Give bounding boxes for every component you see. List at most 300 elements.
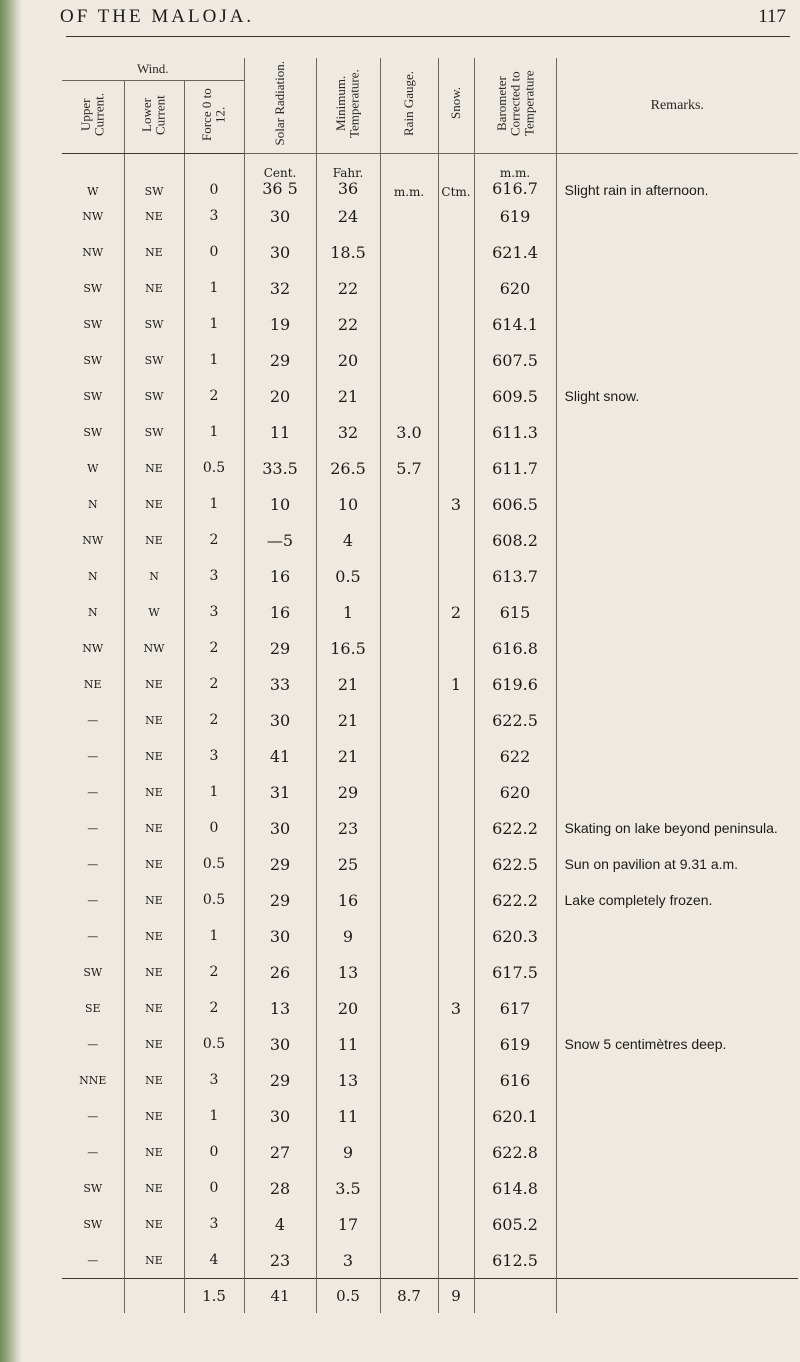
table-row (62, 154, 798, 199)
cell-barometer: 606.5 (474, 486, 556, 522)
unit-label: Fahr. (332, 166, 364, 180)
wind-group-header: Wind. (62, 58, 244, 81)
cell-remarks (556, 594, 798, 630)
cell-snow (438, 306, 474, 342)
cell-min-temperature: 23 (316, 810, 380, 846)
cell-solar-radiation: 26 (244, 954, 316, 990)
table-row (62, 198, 798, 234)
cell-rain-gauge (380, 522, 438, 558)
cell-snow (438, 154, 474, 199)
cell-solar-radiation (244, 154, 316, 199)
cell-remarks (556, 558, 798, 594)
cell-snow (438, 774, 474, 810)
cell-force: 1 (184, 774, 244, 810)
cell-force: 0 (184, 1134, 244, 1170)
cell-rain-gauge (380, 234, 438, 270)
cell-remarks (556, 198, 798, 234)
cell-solar-radiation: 32 (244, 270, 316, 306)
cell-snow (438, 378, 474, 414)
cell-barometer: 614.1 (474, 306, 556, 342)
table-row (62, 486, 798, 522)
cell-force: 2 (184, 702, 244, 738)
cell-min-temperature: 3.5 (316, 1170, 380, 1206)
cell-upper-current: NNE (79, 1073, 107, 1087)
cell-upper-current: SW (83, 425, 103, 439)
cell-upper-current: W (87, 185, 99, 198)
cell-barometer: 605.2 (474, 1206, 556, 1242)
table-row (62, 1206, 798, 1242)
cell-rain-gauge: 5.7 (380, 450, 438, 486)
cell-upper-current: — (87, 1109, 99, 1123)
cell-upper-current: SW (83, 1181, 103, 1195)
running-head: OF THE MALOJA. (60, 6, 255, 27)
cell-upper-current: NW (82, 245, 104, 259)
cell-barometer: 622.2 (474, 810, 556, 846)
cell-min-temperature: 32 (316, 414, 380, 450)
cell-solar-radiation: 16 (244, 594, 316, 630)
cell-min-temperature: 26.5 (316, 450, 380, 486)
cell-rain-gauge (380, 270, 438, 306)
cell-solar-radiation: 30 (244, 1098, 316, 1134)
cell-rain-gauge (380, 342, 438, 378)
cell-upper-current: SE (84, 1001, 101, 1015)
cell-remarks (556, 234, 798, 270)
cell-value: 616.7 (492, 179, 538, 198)
cell-lower-current: W (124, 594, 184, 630)
total-cell-min-temperature: 0.5 (316, 1279, 380, 1314)
cell-min-temperature: 18.5 (316, 234, 380, 270)
cell-solar-radiation: 10 (244, 486, 316, 522)
cell-snow: 2 (438, 594, 474, 630)
cell-snow (438, 810, 474, 846)
cell-rain-gauge (380, 306, 438, 342)
cell-lower-current: NE (124, 522, 184, 558)
cell-barometer: 608.2 (474, 522, 556, 558)
cell-solar-radiation: 29 (244, 1062, 316, 1098)
cell-rain-gauge: 3.0 (380, 414, 438, 450)
cell-min-temperature: 21 (316, 702, 380, 738)
table-row (62, 270, 798, 306)
cell-remarks (556, 918, 798, 954)
cell-snow (438, 198, 474, 234)
cell-min-temperature: 29 (316, 774, 380, 810)
cell-barometer: 615 (474, 594, 556, 630)
cell-min-temperature (316, 154, 380, 199)
cell-lower-current: NE (124, 738, 184, 774)
cell-force: 1 (184, 342, 244, 378)
cell-force: 1 (184, 918, 244, 954)
cell-rain-gauge (380, 558, 438, 594)
cell-solar-radiation: 27 (244, 1134, 316, 1170)
table-row (62, 882, 798, 918)
cell-rain-gauge (380, 882, 438, 918)
cell-min-temperature: 13 (316, 1062, 380, 1098)
cell-rain-gauge (380, 1098, 438, 1134)
cell-barometer: 607.5 (474, 342, 556, 378)
col-header-solar: Solar Radiation. (244, 58, 316, 154)
total-cell-remarks (556, 1279, 798, 1314)
cell-barometer (474, 154, 556, 199)
cell-barometer: 616 (474, 1062, 556, 1098)
page-header (60, 4, 790, 34)
cell-min-temperature: 22 (316, 306, 380, 342)
cell-upper-current: NW (82, 641, 104, 655)
table-row (62, 1026, 798, 1062)
cell-lower-current: NE (124, 1134, 184, 1170)
cell-barometer: 622.5 (474, 702, 556, 738)
col-header-upper: Upper Current. (62, 81, 124, 154)
cell-snow: 3 (438, 486, 474, 522)
cell-upper-current: — (87, 785, 99, 799)
total-cell-force: 1.5 (184, 1279, 244, 1314)
cell-lower-current: NE (124, 1242, 184, 1279)
cell-solar-radiation: 33 (244, 666, 316, 702)
cell-min-temperature: 24 (316, 198, 380, 234)
cell-rain-gauge (380, 486, 438, 522)
cell-remarks (556, 1134, 798, 1170)
cell-rain-gauge (380, 1134, 438, 1170)
cell-value: 36 (337, 179, 359, 198)
cell-value: 36 5 (262, 179, 298, 198)
cell-min-temperature: 25 (316, 846, 380, 882)
table-row (62, 1062, 798, 1098)
cell-remarks (556, 1170, 798, 1206)
cell-rain-gauge (380, 378, 438, 414)
col-header-force: Force 0 to 12. (184, 81, 244, 154)
cell-solar-radiation: 30 (244, 1026, 316, 1062)
unit-label: Ctm. (441, 185, 471, 199)
cell-force: 0.5 (184, 450, 244, 486)
cell-snow (438, 1206, 474, 1242)
cell-lower-current: NE (124, 666, 184, 702)
table-row (62, 990, 798, 1026)
cell-lower-current: NE (124, 1206, 184, 1242)
cell-snow (438, 234, 474, 270)
table-row (62, 666, 798, 702)
cell-min-temperature: 21 (316, 738, 380, 774)
cell-min-temperature: 22 (316, 270, 380, 306)
total-cell-rain-gauge: 8.7 (380, 1279, 438, 1314)
cell-solar-radiation: 19 (244, 306, 316, 342)
cell-force: 0.5 (184, 846, 244, 882)
cell-force: 2 (184, 954, 244, 990)
cell-min-temperature: 20 (316, 342, 380, 378)
cell-barometer: 617 (474, 990, 556, 1026)
cell-lower-current: NE (124, 990, 184, 1026)
binding-edge (0, 0, 22, 1362)
cell-min-temperature: 21 (316, 666, 380, 702)
table-row (62, 918, 798, 954)
cell-lower-current: NE (124, 1170, 184, 1206)
cell-solar-radiation: 11 (244, 414, 316, 450)
cell-barometer: 622 (474, 738, 556, 774)
table-header (62, 58, 798, 154)
cell-snow (438, 270, 474, 306)
cell-rain-gauge (380, 1206, 438, 1242)
table-row (62, 774, 798, 810)
cell-force: 3 (184, 198, 244, 234)
cell-solar-radiation: 30 (244, 810, 316, 846)
table-row (62, 846, 798, 882)
cell-barometer: 612.5 (474, 1242, 556, 1279)
cell-solar-radiation: 29 (244, 846, 316, 882)
cell-solar-radiation: 29 (244, 630, 316, 666)
cell-lower-current: NE (124, 1062, 184, 1098)
cell-barometer: 620.1 (474, 1098, 556, 1134)
cell-solar-radiation: 29 (244, 342, 316, 378)
cell-snow (438, 702, 474, 738)
cell-min-temperature: 17 (316, 1206, 380, 1242)
cell-lower-current: NE (124, 954, 184, 990)
total-cell-snow: 9 (438, 1279, 474, 1314)
unit-label: m.m. (499, 166, 531, 180)
cell-upper-current: — (87, 821, 99, 835)
cell-remarks (556, 954, 798, 990)
cell-rain-gauge (380, 1026, 438, 1062)
cell-remarks: Snow 5 centimètres deep. (556, 1026, 798, 1062)
table-row (62, 630, 798, 666)
cell-force: 0 (184, 234, 244, 270)
cell-remarks (556, 450, 798, 486)
cell-remarks (556, 630, 798, 666)
cell-rain-gauge (380, 954, 438, 990)
unit-label: m.m. (393, 185, 425, 199)
cell-force: 0 (184, 1170, 244, 1206)
cell-min-temperature: 0.5 (316, 558, 380, 594)
cell-remarks: Sun on pavilion at 9.31 a.m. (556, 846, 798, 882)
cell-remarks (556, 1062, 798, 1098)
cell-barometer: 611.7 (474, 450, 556, 486)
cell-min-temperature: 11 (316, 1098, 380, 1134)
table-row (62, 234, 798, 270)
cell-snow (438, 1134, 474, 1170)
cell-barometer: 619 (474, 1026, 556, 1062)
cell-barometer: 622.5 (474, 846, 556, 882)
cell-lower-current: SW (124, 154, 184, 199)
cell-solar-radiation: 30 (244, 234, 316, 270)
cell-force: 2 (184, 666, 244, 702)
cell-rain-gauge (380, 594, 438, 630)
cell-snow (438, 414, 474, 450)
cell-upper-current: — (87, 1145, 99, 1159)
cell-solar-radiation: 29 (244, 882, 316, 918)
cell-barometer: 620 (474, 270, 556, 306)
cell-lower-current: SW (124, 342, 184, 378)
cell-rain-gauge (380, 774, 438, 810)
cell-force: 3 (184, 738, 244, 774)
table-row (62, 1098, 798, 1134)
cell-force: 4 (184, 1242, 244, 1279)
cell-rain-gauge (380, 154, 438, 199)
cell-snow (438, 342, 474, 378)
cell-force: 2 (184, 378, 244, 414)
cell-rain-gauge (380, 918, 438, 954)
cell-upper-current: W (87, 461, 99, 475)
cell-snow (438, 1026, 474, 1062)
cell-upper-current: SW (83, 281, 103, 295)
cell-lower-current: NE (124, 702, 184, 738)
cell-rain-gauge (380, 1242, 438, 1279)
cell-remarks (556, 486, 798, 522)
table-body (62, 154, 798, 1314)
cell-snow (438, 558, 474, 594)
cell-force: 0.5 (184, 882, 244, 918)
cell-upper-current: N (87, 497, 98, 511)
cell-force: 0 (184, 810, 244, 846)
cell-snow (438, 1242, 474, 1279)
cell-min-temperature: 9 (316, 1134, 380, 1170)
cell-upper-current: SW (83, 317, 103, 331)
cell-snow (438, 450, 474, 486)
cell-min-temperature: 16 (316, 882, 380, 918)
cell-snow (438, 738, 474, 774)
total-cell-upper-current (62, 1279, 124, 1314)
cell-remarks: Slight rain in afternoon. (556, 154, 798, 199)
table-row (62, 450, 798, 486)
col-header-barometer: Barometer Corrected to Temperature (474, 58, 556, 154)
cell-barometer: 620 (474, 774, 556, 810)
table-row (62, 954, 798, 990)
table-row (62, 522, 798, 558)
cell-lower-current: SW (124, 306, 184, 342)
cell-lower-current: NE (124, 450, 184, 486)
cell-solar-radiation: 16 (244, 558, 316, 594)
table-row (62, 1134, 798, 1170)
col-header-min-temp: Minimum. Temperature. (316, 58, 380, 154)
table-row (62, 1170, 798, 1206)
cell-remarks (556, 1206, 798, 1242)
cell-snow (438, 1098, 474, 1134)
cell-solar-radiation: 13 (244, 990, 316, 1026)
cell-rain-gauge (380, 702, 438, 738)
cell-lower-current: NE (124, 486, 184, 522)
cell-remarks (556, 1098, 798, 1134)
cell-force: 1 (184, 270, 244, 306)
total-cell-barometer (474, 1279, 556, 1314)
cell-force: 1 (184, 1098, 244, 1134)
cell-solar-radiation: 28 (244, 1170, 316, 1206)
totals-row (62, 1279, 798, 1314)
cell-solar-radiation: 20 (244, 378, 316, 414)
cell-snow (438, 522, 474, 558)
cell-barometer: 619.6 (474, 666, 556, 702)
cell-lower-current: NE (124, 846, 184, 882)
cell-upper-current: NE (83, 677, 102, 691)
table-row (62, 414, 798, 450)
cell-force: 2 (184, 630, 244, 666)
cell-rain-gauge (380, 990, 438, 1026)
cell-remarks (556, 522, 798, 558)
cell-snow (438, 882, 474, 918)
cell-barometer: 609.5 (474, 378, 556, 414)
cell-solar-radiation: 30 (244, 702, 316, 738)
cell-upper-current: N (87, 569, 98, 583)
cell-snow (438, 630, 474, 666)
cell-upper-current: — (87, 713, 99, 727)
cell-solar-radiation: 30 (244, 918, 316, 954)
cell-solar-radiation: —5 (244, 522, 316, 558)
table-row (62, 558, 798, 594)
cell-force: 3 (184, 1206, 244, 1242)
cell-rain-gauge (380, 630, 438, 666)
total-cell-solar-radiation: 41 (244, 1279, 316, 1314)
table-row (62, 594, 798, 630)
cell-barometer: 619 (474, 198, 556, 234)
cell-barometer: 622.2 (474, 882, 556, 918)
cell-upper-current: — (87, 1037, 99, 1051)
cell-force: 3 (184, 558, 244, 594)
cell-lower-current: NE (124, 810, 184, 846)
cell-barometer: 620.3 (474, 918, 556, 954)
page-number: 117 (758, 6, 786, 27)
cell-force: 1 (184, 414, 244, 450)
cell-remarks (556, 774, 798, 810)
cell-force: 0 (184, 154, 244, 199)
cell-rain-gauge (380, 846, 438, 882)
cell-rain-gauge (380, 810, 438, 846)
cell-snow (438, 846, 474, 882)
table-row (62, 738, 798, 774)
unit-label: Cent. (263, 166, 297, 180)
cell-min-temperature: 9 (316, 918, 380, 954)
cell-force: 3 (184, 1062, 244, 1098)
cell-lower-current: N (124, 558, 184, 594)
cell-min-temperature: 16.5 (316, 630, 380, 666)
cell-upper-current: NW (82, 533, 104, 547)
cell-rain-gauge (380, 1062, 438, 1098)
cell-rain-gauge (380, 1170, 438, 1206)
cell-min-temperature: 1 (316, 594, 380, 630)
cell-snow (438, 1170, 474, 1206)
cell-lower-current: SW (124, 414, 184, 450)
cell-barometer: 614.8 (474, 1170, 556, 1206)
table-row (62, 702, 798, 738)
cell-force: 1 (184, 486, 244, 522)
cell-min-temperature: 13 (316, 954, 380, 990)
cell-min-temperature: 11 (316, 1026, 380, 1062)
observation-table (62, 58, 798, 1313)
cell-remarks (556, 270, 798, 306)
cell-barometer: 611.3 (474, 414, 556, 450)
cell-upper-current: — (87, 929, 99, 943)
cell-solar-radiation: 41 (244, 738, 316, 774)
cell-remarks: Skating on lake beyond peninsula. (556, 810, 798, 846)
cell-barometer: 616.8 (474, 630, 556, 666)
cell-upper-current: — (87, 1253, 99, 1267)
cell-min-temperature: 20 (316, 990, 380, 1026)
cell-remarks (556, 306, 798, 342)
cell-force: 3 (184, 594, 244, 630)
col-header-snow: Snow. (438, 58, 474, 154)
cell-min-temperature: 3 (316, 1242, 380, 1279)
cell-upper-current: NW (82, 209, 104, 223)
cell-solar-radiation: 33.5 (244, 450, 316, 486)
cell-lower-current: NE (124, 1098, 184, 1134)
cell-solar-radiation: 30 (244, 198, 316, 234)
cell-upper-current: N (87, 605, 98, 619)
cell-remarks (556, 738, 798, 774)
cell-remarks (556, 1242, 798, 1279)
cell-min-temperature: 21 (316, 378, 380, 414)
cell-upper-current: SW (83, 389, 103, 403)
cell-solar-radiation: 31 (244, 774, 316, 810)
cell-solar-radiation: 4 (244, 1206, 316, 1242)
cell-upper-current: SW (83, 353, 103, 367)
cell-upper-current: — (87, 857, 99, 871)
cell-rain-gauge (380, 738, 438, 774)
col-header-rain: Rain Gauge. (380, 58, 438, 154)
cell-remarks: Lake completely frozen. (556, 882, 798, 918)
